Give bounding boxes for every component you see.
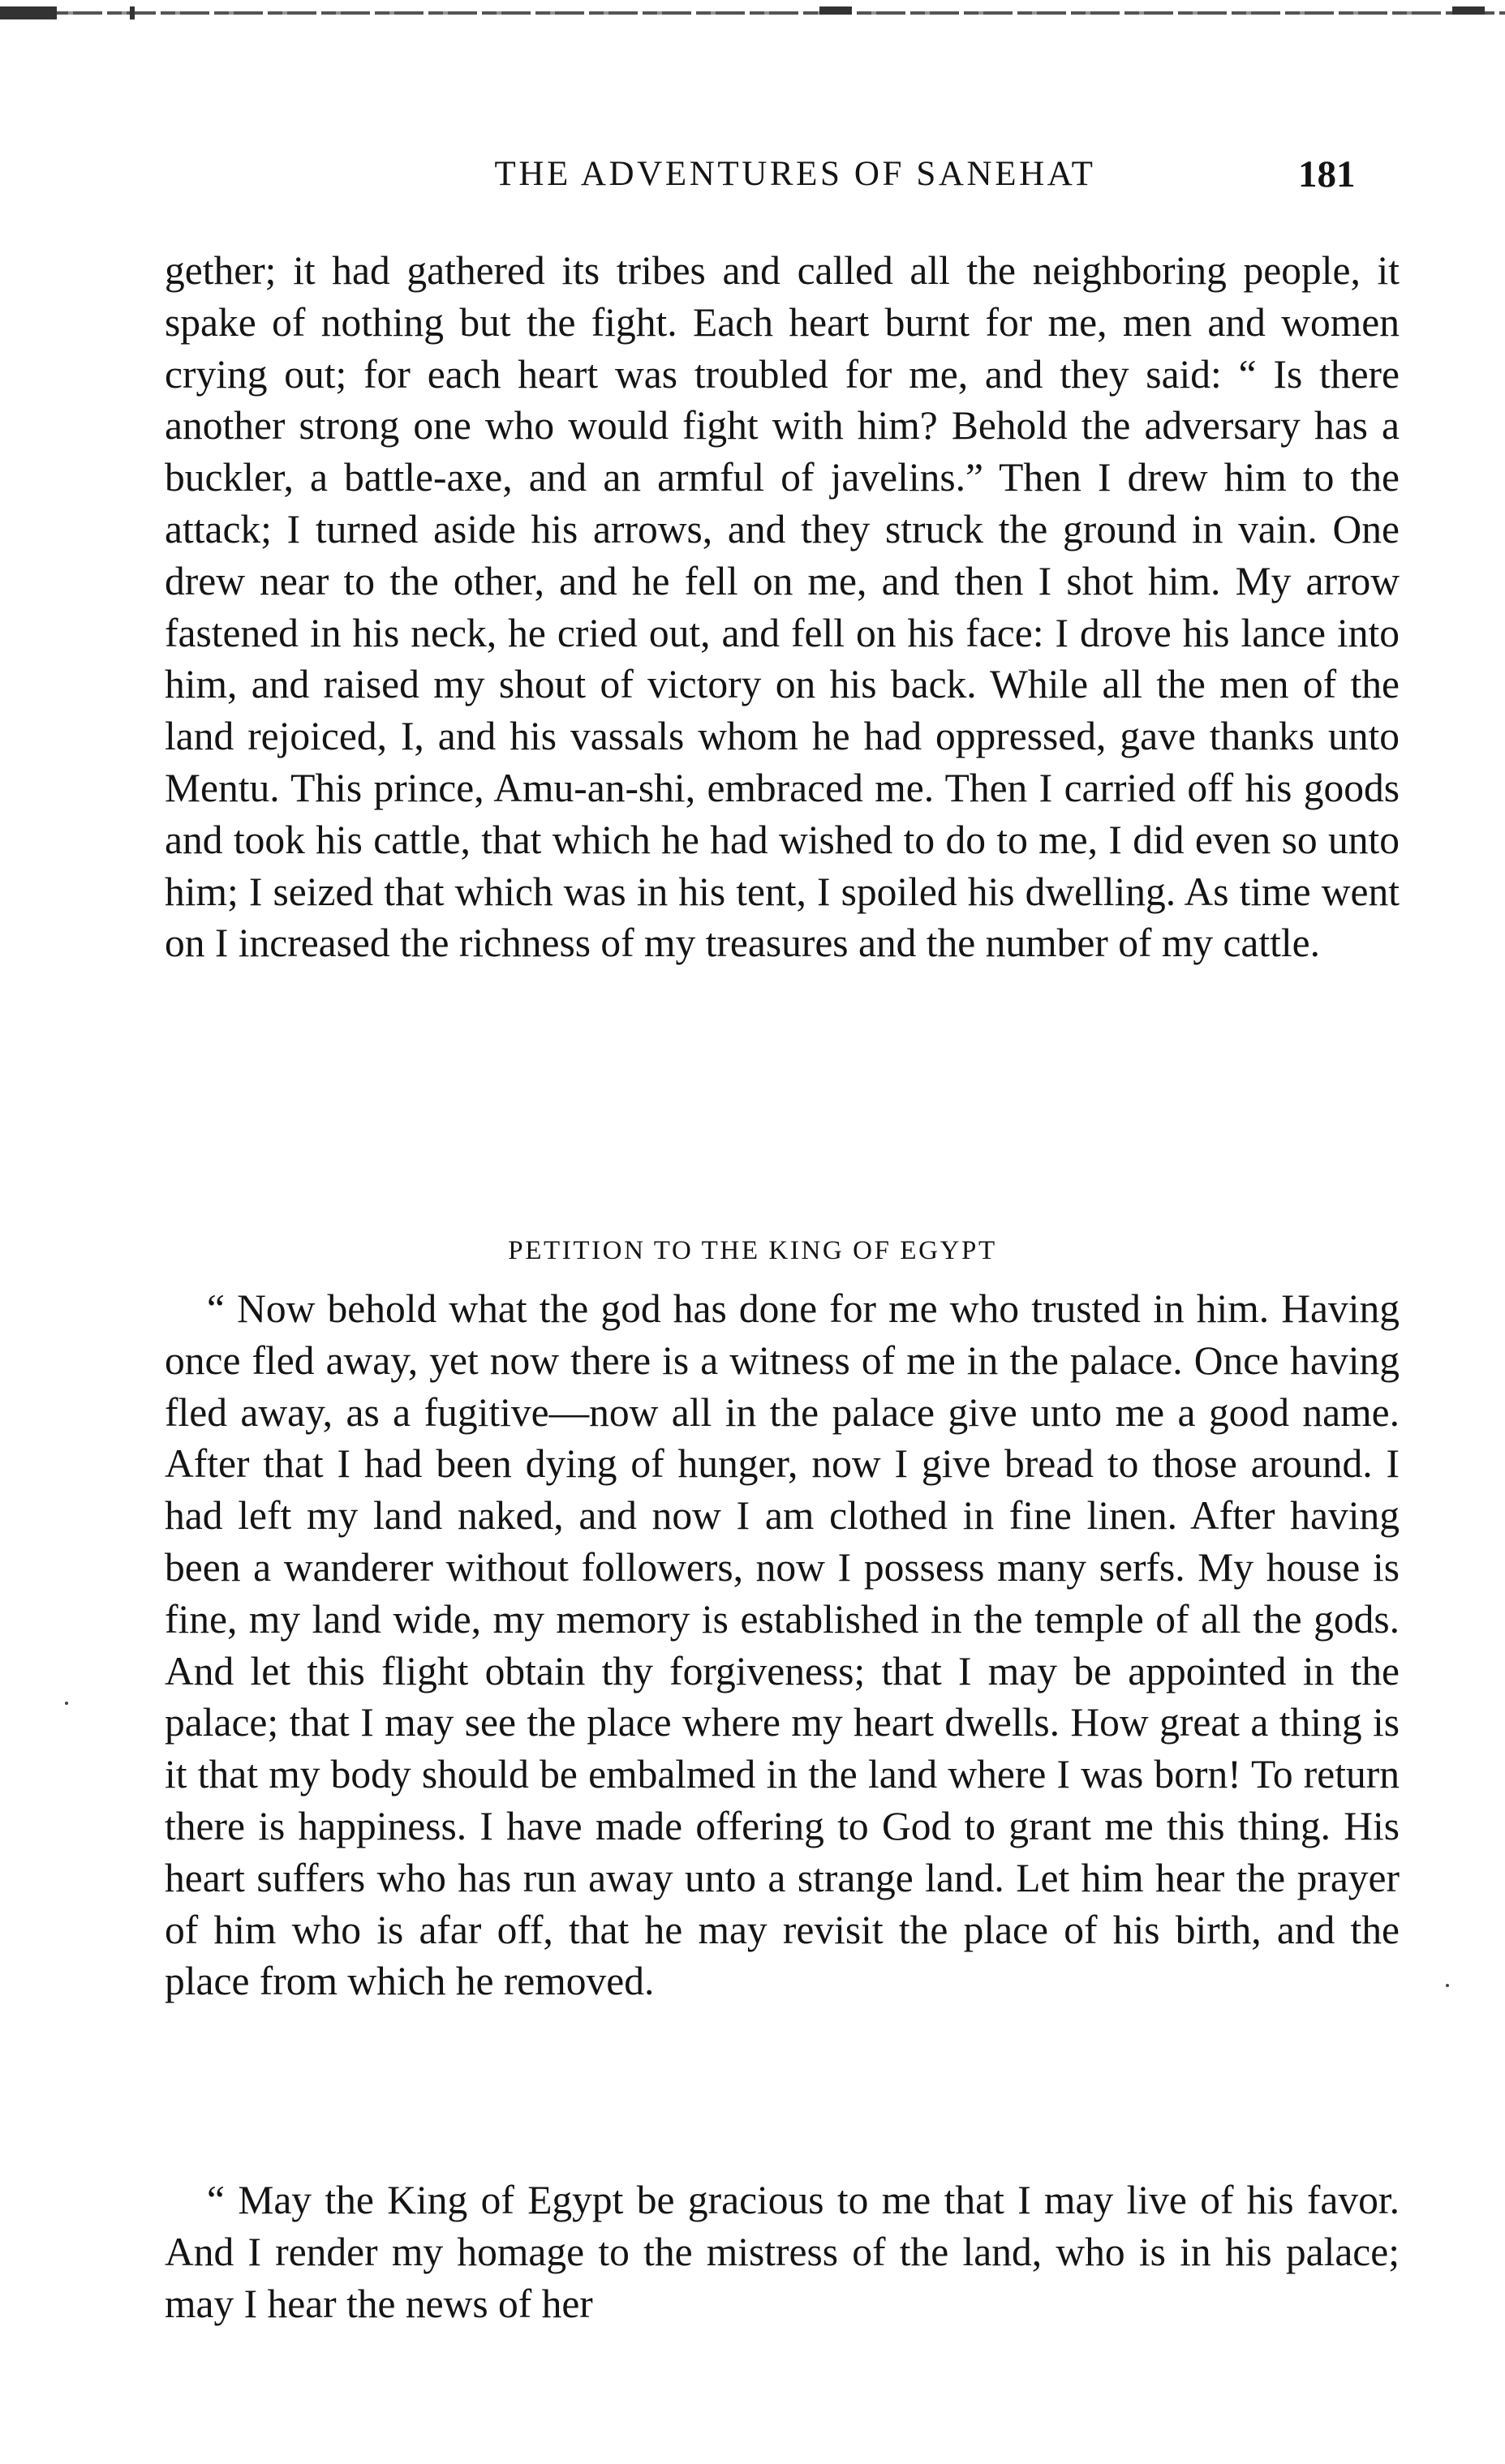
scan-top-edge — [0, 0, 1505, 28]
body-text-block-2 — [165, 1283, 1400, 2007]
paragraph: gether; it had gathered its tribes and called all the neighboring people, it spake of nothing but the fight. Each heart burnt for me, men and women crying out; for each heart was troubled for me, and they said: “ Is there another strong one who would fight with him? Behold the adversary has a buckler, a battle-axe, and an armful of javelins.” Then I drew him to the attack; I turned aside his arrows, and they struck the ground in vain. One drew near to the other, and he fell on me, and then I shot him. My arrow fastened in his neck, he cried out, and fell on his face: I drove his lance into him, and raised my shout of victory on his back. While all the men of the land rejoiced, I, and his vassals whom he had oppressed, gave thanks unto Mentu. This prince, Amu-an-shi, embraced me. Then I carried off his goods and took his cattle, that which he had wished to do to me, I did even so unto him; I seized that which was in his tent, I spoiled his dwelling. As time went on I increased the richness of my treasures and the number of my cattle. — [165, 248, 1400, 966]
body-text-block-3 — [165, 2174, 1400, 2329]
scan-edge-line — [0, 11, 1505, 15]
running-header — [0, 150, 1505, 199]
section-heading: PETITION TO THE KING OF EGYPT — [508, 1236, 997, 1265]
paragraph: “ May the King of Egypt be gracious to me that I may live of his favor. And I render my homage to the mistress of the land, who is in his palace; may I hear the news of her — [165, 2178, 1400, 2326]
page-number: 181 — [1298, 153, 1356, 195]
margin-speck — [1446, 1984, 1449, 1987]
body-text-block-1 — [165, 245, 1400, 969]
margin-speck — [65, 1702, 68, 1705]
paragraph: “ Now behold what the god has done for me who trusted in him. Having once fled away, yet now there is a witness of me in the palace. Once having fled away, as a fugitive—now all in the palace give unto me a good name. After that I had been dying of hunger, now I give bread to those around. I had left my land naked, and now I am clothed in fine linen. After having been a wanderer without followers, now I possess many serfs. My house is fine, my land wide, my memory is established in the temple of all the gods. And let this flight obtain thy forgiveness; that I may be appointed in the palace; that I may see the place where my heart dwells. How great a thing is it that my body should be embalmed in the land where I was born! To return there is happiness. I have made offering to God to grant me this thing. His heart suffers who has run away unto a strange land. Let him hear the prayer of him who is afar off, that he may revisit the place of his birth, and the place from which he removed. — [165, 1286, 1400, 2004]
scan-speck — [1452, 6, 1485, 15]
page-title: THE ADVENTURES OF SANEHAT — [494, 155, 1096, 193]
scan-speck — [0, 6, 57, 19]
scan-speck — [819, 6, 852, 15]
scan-speck — [130, 6, 135, 19]
